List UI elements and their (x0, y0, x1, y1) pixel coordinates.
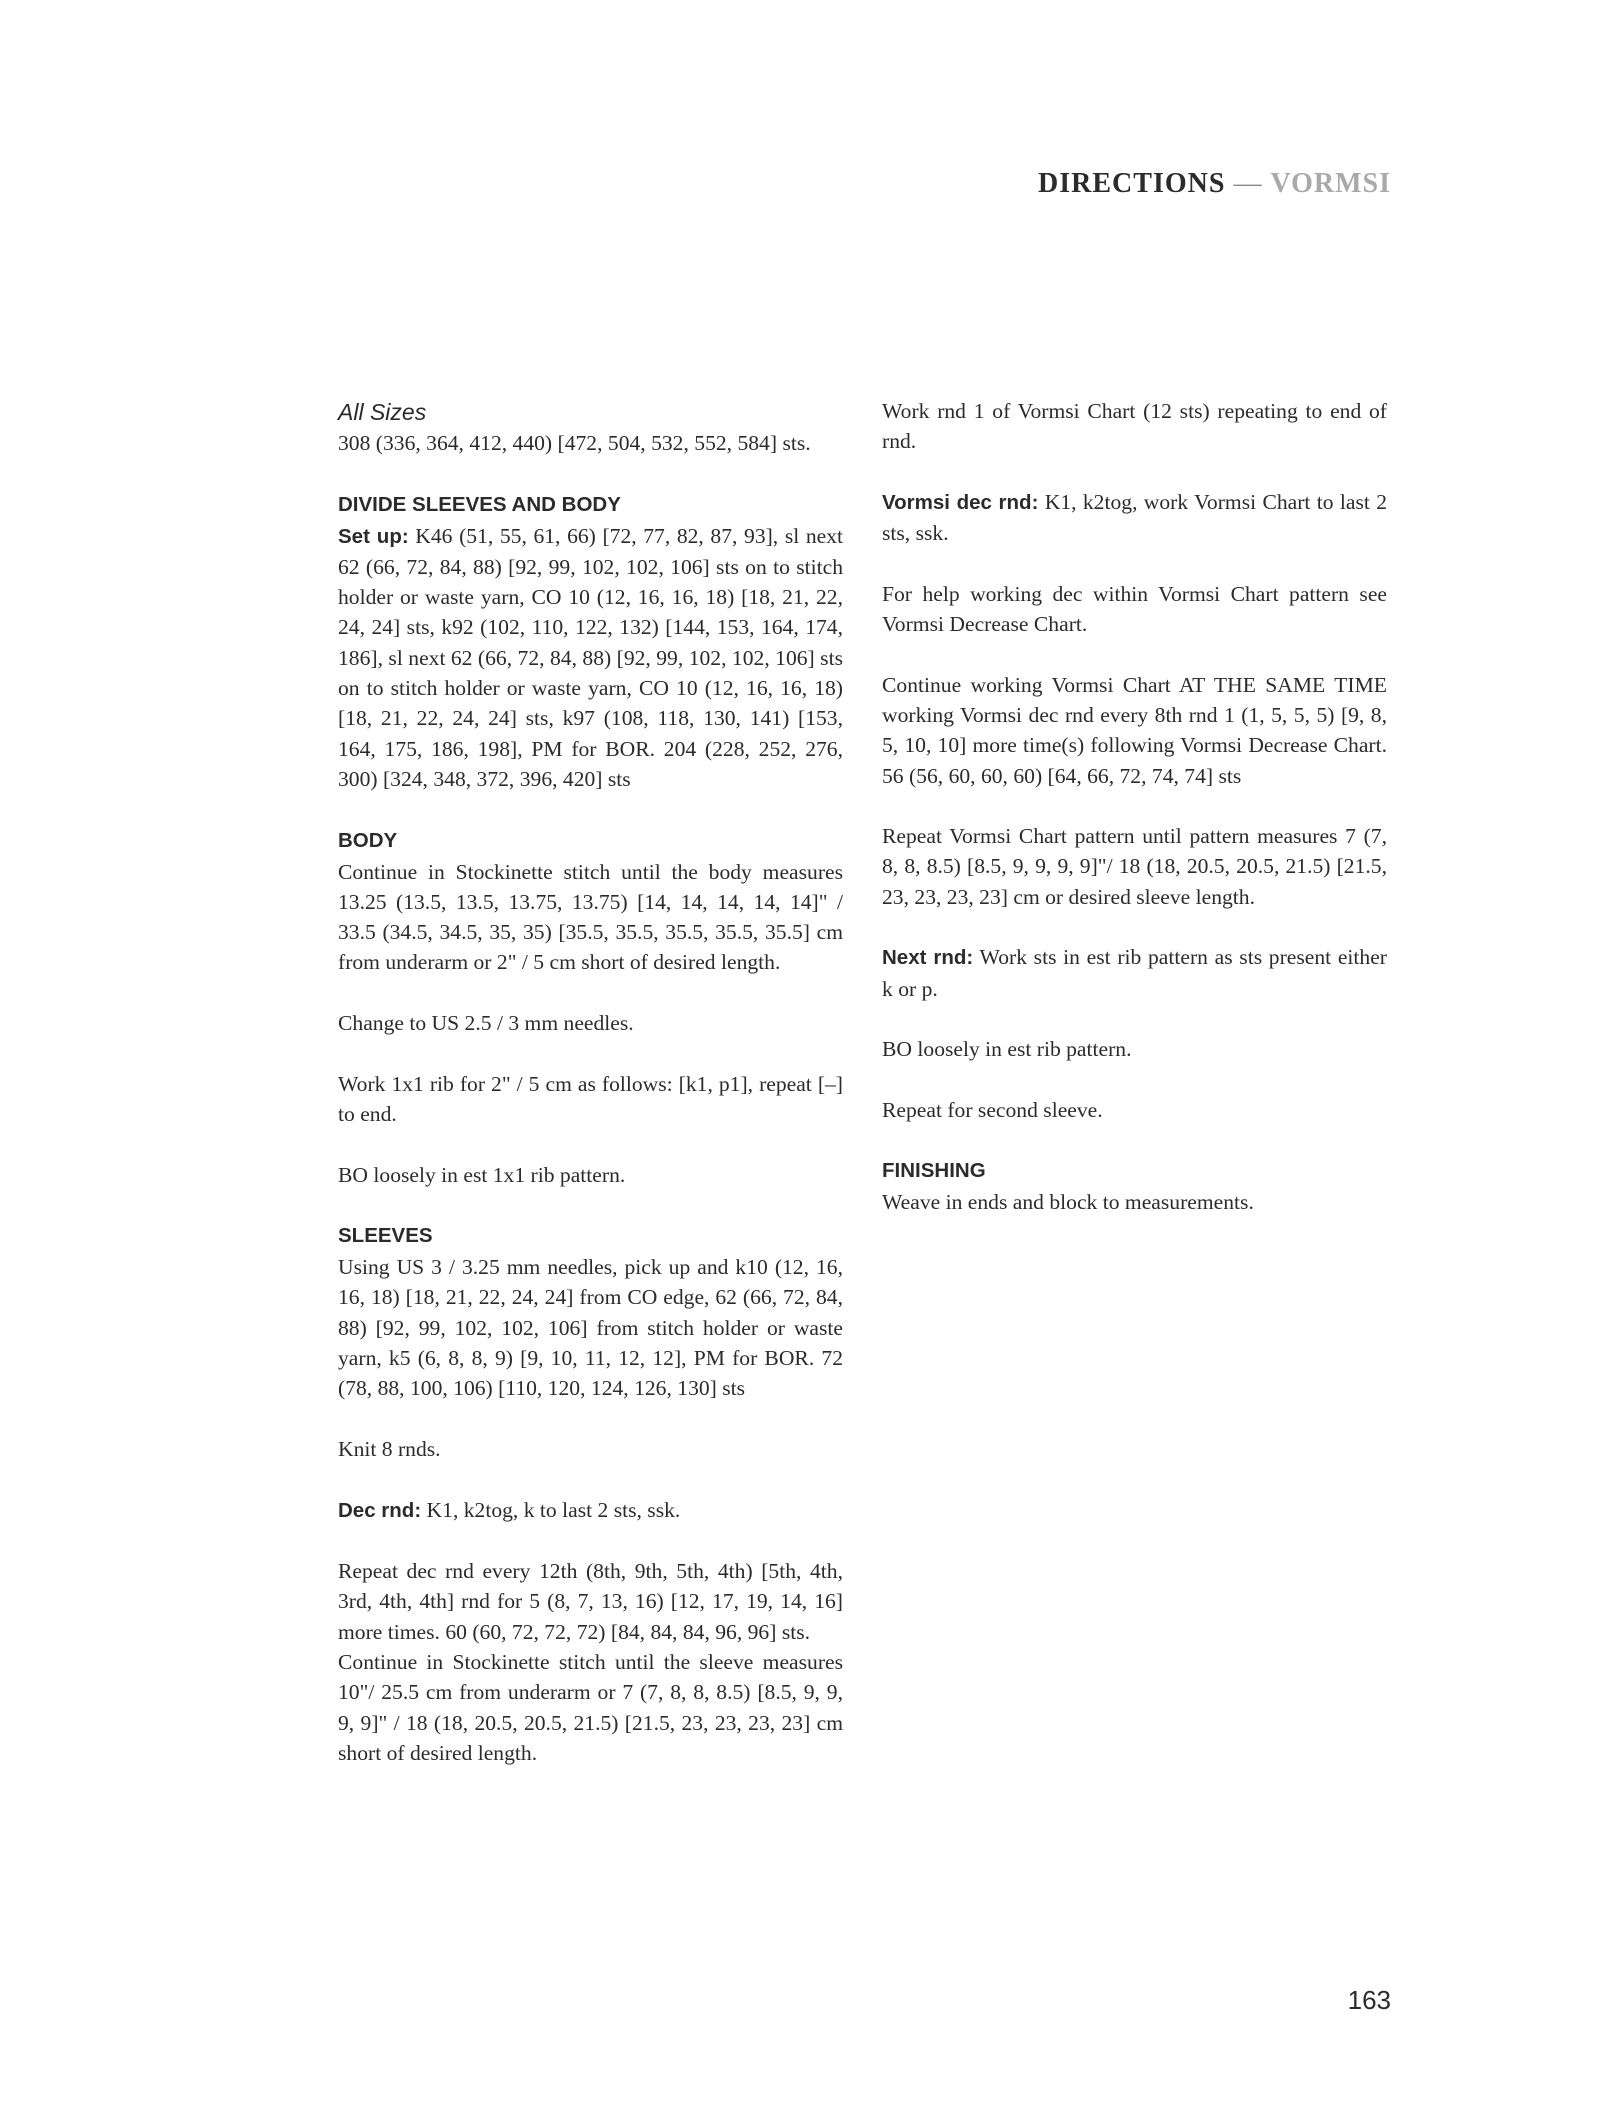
bo-paragraph: BO loosely in est rib pattern. (882, 1037, 1132, 1062)
setup-text: K46 (51, 55, 61, 66) [72, 77, 82, 87, 93], sl next 62 (66, 72, 84, 88) [92, 99, 102, 102, 106] sts on to stitch holder or waste yarn, CO 10 (12, 16, 16, 18) [18, 21, 22, 24, 24] sts, k92 (102, 110, 122, 132) [144, 153, 164, 174, 186], sl next 62 (66, 72, 84, 88) [92, 99, 102, 102, 106] sts on to stitch holder or waste yarn, CO 10 (12, 16, 16, 18) [18, 21, 22, 24, 24] sts, k97 (108, 118, 130, 141) [153, 164, 175, 186, 198], PM for BOR. 204 (228, 252, 276, 300) [324, 348, 372, 396, 420] sts (338, 523, 843, 791)
body-paragraph-1: Continue in Stockinette stitch until the body measures 13.25 (13.5, 13.5, 13.75, 13.75) [14, 14, 14, 14, 14]" / 33.5 (34.5, 34.5, 35, 35) [35.5, 35.5, 35.5, 35.5, 35.5] cm from underarm or 2" / 5 cm short of desired length. (338, 859, 843, 975)
continue-paragraph: Continue working Vormsi Chart AT THE SAME TIME working Vormsi dec rnd every 8th rnd 1 (1, 5, 5, 5) [9, 8, 5, 10, 10] more time(s) following Vormsi Decrease Chart. 56 (56, 60, 60, 60) [64, 66, 72, 74, 74] sts (882, 672, 1387, 788)
header-title: DIRECTIONS (1038, 168, 1226, 199)
sleeves-paragraph-4: Continue in Stockinette stitch until the sleeve measures 10"/ 25.5 cm from underarm or 7 (7, 8, 8, 8.5) [8.5, 9, 9, 9, 9]" / 18 (18, 20.5, 20.5, 21.5) [21.5, 23, 23, 23, 23] cm short of desired length. (338, 1649, 843, 1765)
next-rnd-text: Work sts in est rib pattern as sts present either k or p. (882, 945, 1387, 1001)
sleeves-paragraph-3: Repeat dec rnd every 12th (8th, 9th, 5th, 4th) [5th, 4th, 3rd, 4th, 4th] rnd for 5 (8, 7, 13, 16) [12, 17, 19, 14, 16] more times. 60 (60, 72, 72, 72) [84, 84, 84, 96, 96] sts. (338, 1559, 843, 1644)
dec-rnd-paragraph (338, 1495, 843, 1526)
divide-sleeves-heading: DIVIDE SLEEVES AND BODY (338, 492, 621, 516)
header-dash: — (1233, 168, 1263, 199)
setup-paragraph (338, 521, 843, 795)
finishing-paragraph: Weave in ends and block to measurements. (882, 1190, 1254, 1215)
repeat-chart-paragraph: Repeat Vormsi Chart pattern until pattern measures 7 (7, 8, 8, 8.5) [8.5, 9, 9, 9, 9]"/ 18 (18, 20.5, 20.5, 21.5) [21.5, 23, 23, 23, 23] cm or desired sleeve length. (882, 824, 1387, 909)
body-paragraph-2: Change to US 2.5 / 3 mm needles. (338, 1011, 634, 1036)
vormsi-dec-paragraph (882, 487, 1387, 549)
help-paragraph: For help working dec within Vormsi Chart pattern see Vormsi Decrease Chart. (882, 581, 1387, 637)
right-column (882, 396, 1387, 1248)
dec-rnd-label: Dec rnd: (338, 1498, 422, 1522)
body-paragraph-3: Work 1x1 rib for 2" / 5 cm as follows: [k1, p1], repeat [–] to end. (338, 1071, 843, 1126)
left-column (338, 396, 843, 1798)
vormsi-dec-text: K1, k2tog, work Vormsi Chart to last 2 sts, ssk. (882, 489, 1387, 546)
body-paragraph-4: BO loosely in est 1x1 rib pattern. (338, 1162, 626, 1187)
finishing-heading: FINISHING (882, 1159, 986, 1183)
sleeves-paragraph-2: Knit 8 rnds. (338, 1436, 441, 1461)
sleeves-heading: SLEEVES (338, 1224, 433, 1248)
all-sizes-title: All Sizes (338, 399, 427, 425)
body-heading: BODY (338, 828, 398, 852)
header-subtitle: VORMSI (1270, 168, 1391, 199)
next-rnd-label: Next rnd: (882, 946, 974, 970)
vormsi-chart-paragraph: Work rnd 1 of Vormsi Chart (12 sts) repeating to end of rnd. (882, 399, 1387, 454)
vormsi-dec-label: Vormsi dec rnd: (882, 490, 1039, 514)
page-header (1038, 168, 1391, 200)
sleeves-paragraph-1: Using US 3 / 3.25 mm needles, pick up and k10 (12, 16, 16, 18) [18, 21, 22, 24, 24] from CO edge, 62 (66, 72, 84, 88) [92, 99, 102, 102, 106] from stitch holder or waste yarn, k5 (6, 8, 8, 9) [9, 10, 11, 12, 12], PM for BOR. 72 (78, 88, 100, 106) [110, 120, 124, 126, 130] sts (338, 1255, 843, 1401)
dec-rnd-text: K1, k2tog, k to last 2 sts, ssk. (421, 1497, 681, 1522)
next-rnd-paragraph (882, 942, 1387, 1004)
second-sleeve-paragraph: Repeat for second sleeve. (882, 1097, 1103, 1122)
setup-label: Set up: (338, 524, 409, 548)
all-sizes-text: 308 (336, 364, 412, 440) [472, 504, 532, 552, 584] sts. (338, 431, 811, 455)
page-number: 163 (1347, 1985, 1391, 2015)
